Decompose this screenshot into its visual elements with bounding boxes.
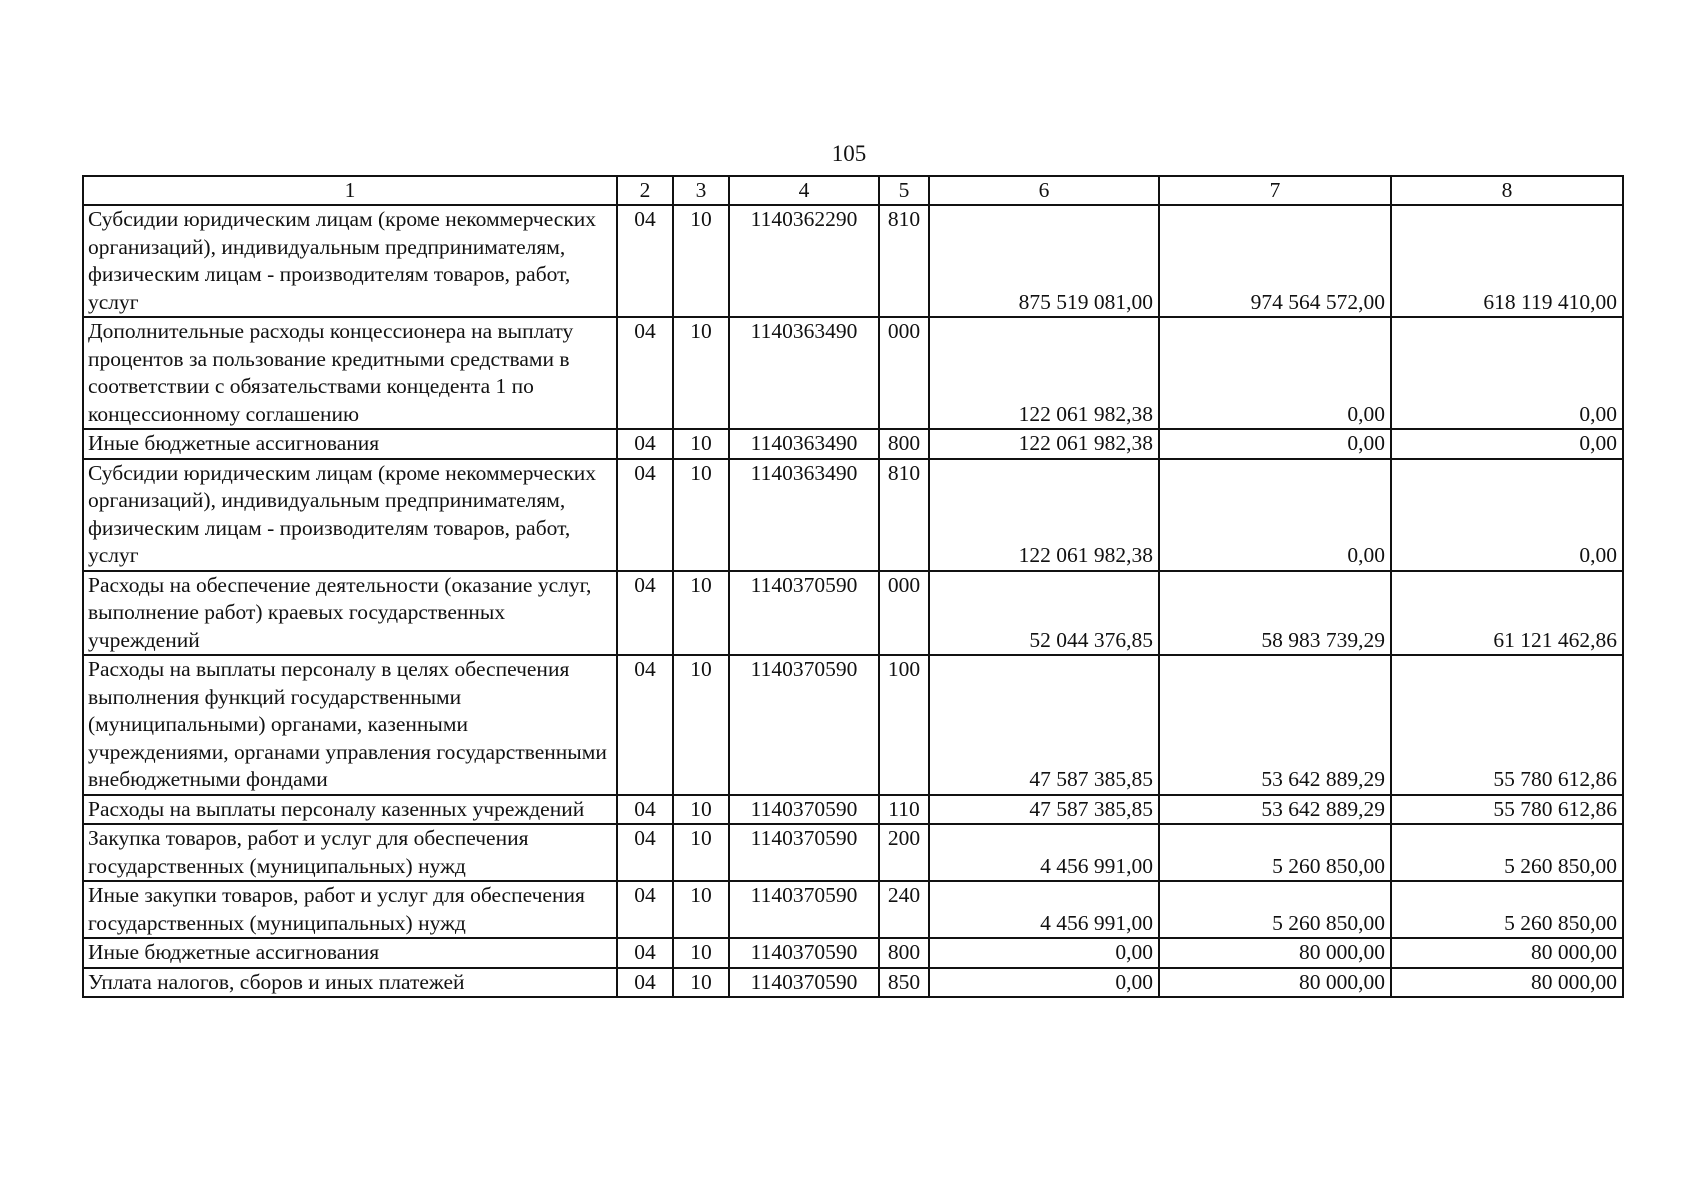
table-row: [83, 571, 1623, 656]
column-header: 4: [729, 176, 879, 205]
section-code: 04: [617, 968, 673, 998]
subsection-code: 10: [673, 795, 729, 825]
section-code: 04: [617, 571, 673, 656]
section-code: 04: [617, 938, 673, 968]
table-row: [83, 795, 1623, 825]
table-row: [83, 429, 1623, 459]
subsection-code: 10: [673, 429, 729, 459]
row-description: Уплата налогов, сборов и иных платежей: [83, 968, 617, 998]
table-row: [83, 655, 1623, 795]
row-description: Иные бюджетные ассигнования: [83, 938, 617, 968]
page-number: 105: [831, 141, 867, 166]
table-row: [83, 824, 1623, 881]
table-row: [83, 938, 1623, 968]
section-code: 04: [617, 655, 673, 795]
amount-col-6: 52 044 376,85: [929, 571, 1159, 656]
row-description: Иные закупки товаров, работ и услуг для обеспечения государственных (муниципальных) нужд: [83, 881, 617, 938]
section-code: 04: [617, 317, 673, 429]
section-code: 04: [617, 881, 673, 938]
amount-col-8: 5 260 850,00: [1391, 824, 1623, 881]
amount-col-8: 0,00: [1391, 317, 1623, 429]
column-header: 6: [929, 176, 1159, 205]
amount-col-8: 5 260 850,00: [1391, 881, 1623, 938]
subsection-code: 10: [673, 938, 729, 968]
table-row: [83, 317, 1623, 429]
row-description: Субсидии юридическим лицам (кроме некоммерческих организаций), индивидуальным предпринимателям, физическим лицам - производителям товаров, работ, услуг: [83, 459, 617, 571]
amount-col-7: 0,00: [1159, 317, 1391, 429]
amount-col-7: 53 642 889,29: [1159, 655, 1391, 795]
column-header: 2: [617, 176, 673, 205]
target-article-code: 1140370590: [729, 938, 879, 968]
amount-col-7: 974 564 572,00: [1159, 205, 1391, 317]
section-code: 04: [617, 459, 673, 571]
row-description: Расходы на обеспечение деятельности (оказание услуг, выполнение работ) краевых государственных учреждений: [83, 571, 617, 656]
amount-col-6: 122 061 982,38: [929, 459, 1159, 571]
target-article-code: 1140363490: [729, 429, 879, 459]
amount-col-8: 61 121 462,86: [1391, 571, 1623, 656]
table-row: [83, 968, 1623, 998]
expense-type-code: 850: [879, 968, 929, 998]
amount-col-6: 47 587 385,85: [929, 655, 1159, 795]
amount-col-7: 80 000,00: [1159, 938, 1391, 968]
expense-type-code: 100: [879, 655, 929, 795]
expense-type-code: 240: [879, 881, 929, 938]
expense-type-code: 000: [879, 317, 929, 429]
amount-col-8: 55 780 612,86: [1391, 655, 1623, 795]
row-description: Иные бюджетные ассигнования: [83, 429, 617, 459]
section-code: 04: [617, 429, 673, 459]
column-header: 8: [1391, 176, 1623, 205]
subsection-code: 10: [673, 881, 729, 938]
table-row: [83, 459, 1623, 571]
column-header: 3: [673, 176, 729, 205]
row-description: Расходы на выплаты персоналу казенных учреждений: [83, 795, 617, 825]
amount-col-7: 0,00: [1159, 459, 1391, 571]
column-header: 1: [83, 176, 617, 205]
table-body: [83, 176, 1623, 997]
budget-table: [82, 175, 1624, 998]
amount-col-8: 80 000,00: [1391, 968, 1623, 998]
amount-col-7: 5 260 850,00: [1159, 881, 1391, 938]
amount-col-7: 5 260 850,00: [1159, 824, 1391, 881]
amount-col-6: 875 519 081,00: [929, 205, 1159, 317]
expense-type-code: 810: [879, 205, 929, 317]
row-description: Дополнительные расходы концессионера на выплату процентов за пользование кредитными средствами в соответствии с обязательствами концедента 1 по концессионному соглашению: [83, 317, 617, 429]
column-header: 7: [1159, 176, 1391, 205]
amount-col-8: 0,00: [1391, 459, 1623, 571]
amount-col-6: 47 587 385,85: [929, 795, 1159, 825]
amount-col-8: 618 119 410,00: [1391, 205, 1623, 317]
amount-col-7: 0,00: [1159, 429, 1391, 459]
amount-col-6: 0,00: [929, 968, 1159, 998]
row-description: Закупка товаров, работ и услуг для обеспечения государственных (муниципальных) нужд: [83, 824, 617, 881]
subsection-code: 10: [673, 655, 729, 795]
amount-col-6: 4 456 991,00: [929, 824, 1159, 881]
target-article-code: 1140370590: [729, 795, 879, 825]
target-article-code: 1140362290: [729, 205, 879, 317]
expense-type-code: 800: [879, 429, 929, 459]
amount-col-6: 122 061 982,38: [929, 429, 1159, 459]
target-article-code: 1140363490: [729, 459, 879, 571]
expense-type-code: 000: [879, 571, 929, 656]
subsection-code: 10: [673, 459, 729, 571]
section-code: 04: [617, 824, 673, 881]
subsection-code: 10: [673, 968, 729, 998]
table-row: [83, 881, 1623, 938]
amount-col-6: 0,00: [929, 938, 1159, 968]
expense-type-code: 810: [879, 459, 929, 571]
target-article-code: 1140370590: [729, 824, 879, 881]
amount-col-8: 55 780 612,86: [1391, 795, 1623, 825]
row-description: Расходы на выплаты персоналу в целях обеспечения выполнения функций государственными (муниципальными) органами, казенными учреждениями, органами управления государственными внебюджетными фондами: [83, 655, 617, 795]
amount-col-8: 0,00: [1391, 429, 1623, 459]
subsection-code: 10: [673, 317, 729, 429]
subsection-code: 10: [673, 571, 729, 656]
amount-col-6: 122 061 982,38: [929, 317, 1159, 429]
amount-col-6: 4 456 991,00: [929, 881, 1159, 938]
target-article-code: 1140363490: [729, 317, 879, 429]
row-description: Субсидии юридическим лицам (кроме некоммерческих организаций), индивидуальным предпринимателям, физическим лицам - производителям товаров, работ, услуг: [83, 205, 617, 317]
target-article-code: 1140370590: [729, 571, 879, 656]
amount-col-7: 58 983 739,29: [1159, 571, 1391, 656]
amount-col-7: 80 000,00: [1159, 968, 1391, 998]
expense-type-code: 200: [879, 824, 929, 881]
column-header: 5: [879, 176, 929, 205]
expense-type-code: 800: [879, 938, 929, 968]
amount-col-8: 80 000,00: [1391, 938, 1623, 968]
subsection-code: 10: [673, 205, 729, 317]
section-code: 04: [617, 795, 673, 825]
target-article-code: 1140370590: [729, 655, 879, 795]
target-article-code: 1140370590: [729, 881, 879, 938]
amount-col-7: 53 642 889,29: [1159, 795, 1391, 825]
expense-type-code: 110: [879, 795, 929, 825]
table-header-row: [83, 176, 1623, 205]
subsection-code: 10: [673, 824, 729, 881]
table-row: [83, 205, 1623, 317]
target-article-code: 1140370590: [729, 968, 879, 998]
section-code: 04: [617, 205, 673, 317]
